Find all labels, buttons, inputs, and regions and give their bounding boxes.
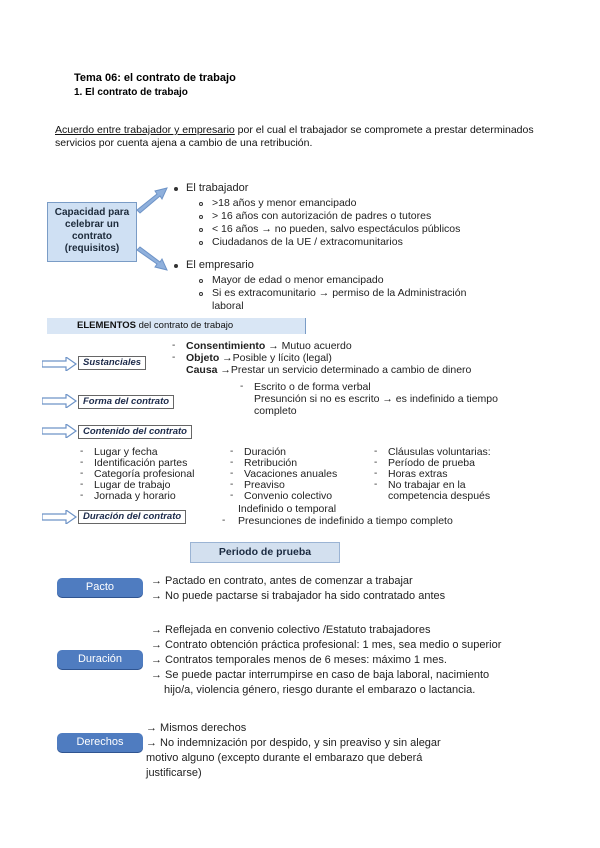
arrow-right-icon — [42, 357, 76, 371]
dash: - — [222, 515, 226, 526]
arrow-right-icon — [42, 424, 76, 438]
trabajador-item: Ciudadanos de la UE / extracomunitarios — [212, 236, 403, 248]
contenido-item: Jornada y horario — [94, 490, 176, 502]
duracion-line: → Reflejada en convenio colectivo /Estatuto trabajadores — [151, 624, 431, 636]
intro-paragraph — [55, 124, 535, 150]
sub-bullet — [199, 279, 203, 283]
duracion-line: → Contrato obtención práctica profesional: 1 mes, sea medio o superior — [151, 639, 502, 651]
contenido-item: Lugar de trabajo — [94, 479, 171, 491]
intro-underlined: Acuerdo entre trabajador y empresario — [55, 124, 235, 136]
page-title: Tema 06: el contrato de trabajo — [74, 72, 236, 84]
derechos-line: → Mismos derechos — [146, 722, 247, 734]
sub-bullet — [199, 228, 203, 232]
contenido-item: Identificación partes — [94, 457, 188, 469]
duracion-line: → Se puede pactar interrumpirse en caso de baja laboral, nacimiento — [151, 669, 490, 681]
duracion-pill: Duración — [57, 650, 143, 669]
elementos-bold: ELEMENTOS — [77, 320, 136, 331]
sustanciales-line: Consentimiento → Mutuo acuerdo — [186, 340, 352, 352]
capacidad-box: Capacidad para celebrar un contrato (requisitos) — [47, 202, 137, 262]
contenido-arrow — [42, 424, 78, 438]
arrow-up-icon — [137, 188, 167, 213]
sub-bullet — [199, 241, 203, 245]
derechos-line: motivo alguno (excepto durante el embarazo que deberá — [146, 752, 423, 764]
sustanciales-line: Objeto →Posible y lícito (legal) — [186, 352, 332, 364]
sub-bullet — [199, 292, 203, 296]
intro-rest: por el cual el trabajador se compromete a prestar determinados servicios por cuenta ajena a cambio de una retribución. — [55, 124, 534, 149]
dash: - — [172, 352, 176, 363]
capacidad-arrows — [135, 180, 171, 280]
section-subtitle: 1. El contrato de trabajo — [74, 87, 188, 98]
duracion-contrato-label: Duración del contrato — [78, 510, 186, 524]
duracion-line: → Contratos temporales menos de 6 meses: máximo 1 mes. — [151, 654, 447, 666]
arrow-right-icon — [42, 394, 76, 408]
trabajador-item: >18 años y menor emancipado — [212, 197, 357, 209]
periodo-prueba-title: Periodo de prueba — [190, 542, 340, 563]
arrow-right-icon — [42, 510, 76, 524]
pacto-line: → Pactado en contrato, antes de comenzar a trabajar — [151, 575, 413, 587]
forma-line: Presunción si no es escrito → es indefinido a tiempo — [254, 393, 498, 405]
sustanciales-label: Sustanciales — [78, 356, 146, 370]
contenido-item: Categoría profesional — [94, 468, 195, 480]
derechos-line: → No indemnización por despido, y sin preaviso y sin alegar — [146, 737, 441, 749]
duracion-line: hijo/a, violencia género, riesgo durante el embarazo o lactancia. — [164, 684, 476, 696]
duracion-contrato-line: Presunciones de indefinido a tiempo completo — [238, 515, 453, 527]
contenido-item: Convenio colectivo — [244, 490, 333, 502]
pacto-pill: Pacto — [57, 578, 143, 597]
pacto-line: → No puede pactarse si trabajador ha sido contratado antes — [151, 590, 446, 602]
forma-line: completo — [254, 405, 297, 417]
elementos-rest: del contrato de trabajo — [138, 320, 234, 331]
derechos-pill: Derechos — [57, 733, 143, 752]
empresario-item: laboral — [212, 300, 244, 312]
contenido-item: No trabajar en la — [388, 479, 466, 491]
sustanciales-arrow — [42, 357, 78, 371]
forma-arrow — [42, 394, 78, 408]
forma-label: Forma del contrato — [78, 395, 174, 409]
contenido-item: Duración — [244, 446, 287, 458]
forma-line: Escrito o de forma verbal — [254, 381, 371, 393]
elementos-bar — [47, 318, 306, 334]
contenido-item: competencia después — [388, 490, 491, 502]
empresario-item: Si es extracomunitario → permiso de la Administración — [212, 287, 467, 299]
derechos-line: justificarse) — [146, 767, 202, 779]
duracion-contrato-arrow — [42, 510, 78, 524]
empresario-title: El empresario — [186, 259, 254, 271]
trabajador-item: > 16 años con autorización de padres o tutores — [212, 210, 432, 222]
contenido-item: Retribución — [244, 457, 298, 469]
contenido-item: Vacaciones anuales — [244, 468, 338, 480]
contenido-item: Período de prueba — [388, 457, 475, 469]
bullet-dot — [174, 187, 178, 191]
trabajador-item: < 16 años → no pueden, salvo espectáculos públicos — [212, 223, 461, 235]
contenido-item: Cláusulas voluntarias: — [388, 446, 491, 458]
contenido-item: Horas extras — [388, 468, 448, 480]
duracion-contrato-line: Indefinido o temporal — [238, 503, 337, 515]
sustanciales-line: Causa →Prestar un servicio determinado a cambio de dinero — [186, 364, 472, 376]
sub-bullet — [199, 202, 203, 206]
trabajador-title: El trabajador — [186, 182, 249, 194]
arrow-down-icon — [137, 247, 167, 270]
contenido-item: Lugar y fecha — [94, 446, 158, 458]
sub-bullet — [199, 215, 203, 219]
contenido-item: Preaviso — [244, 479, 285, 491]
bullet-dot — [174, 264, 178, 268]
empresario-item: Mayor de edad o menor emancipado — [212, 274, 384, 286]
contenido-label: Contenido del contrato — [78, 425, 192, 439]
dash: - — [240, 381, 244, 392]
dash: - — [172, 340, 176, 351]
